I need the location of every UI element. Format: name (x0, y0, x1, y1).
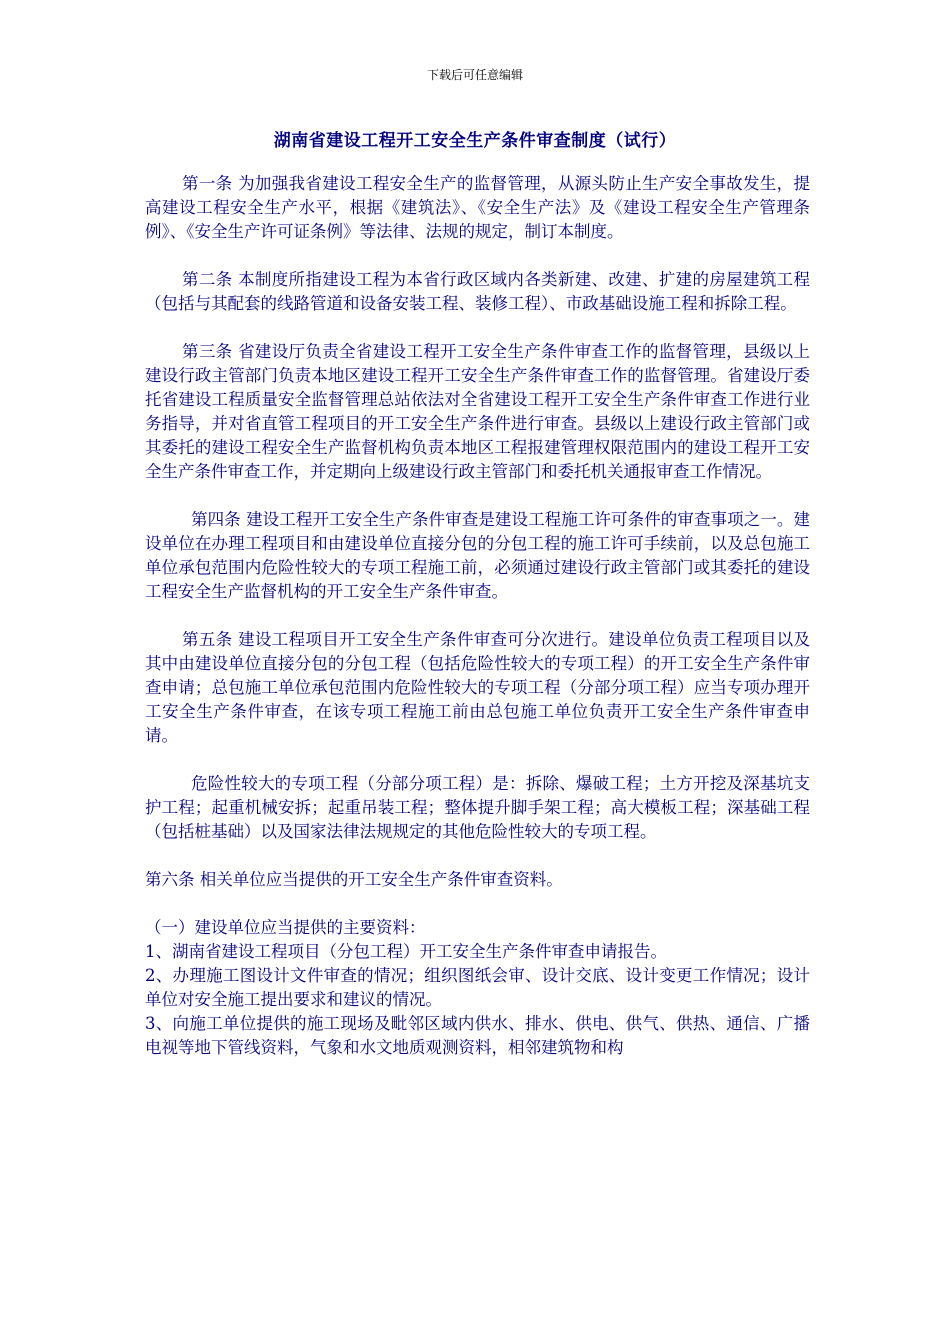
list-item: 1、湖南省建设工程项目（分包工程）开工安全生产条件审查申请报告。 (145, 942, 667, 961)
article-6: 第六条 相关单位应当提供的开工安全生产条件审查资料。 (145, 870, 563, 889)
dangerous-works-paragraph: 危险性较大的专项工程（分部分项工程）是：拆除、爆破工程；土方开挖及深基坑支护工程；起重机械安拆；起重吊装工程；整体提升脚手架工程；高大模板工程；深基础工程（包括桩基础）以及国家法律法规规定的其他危险性较大的专项工程。 (145, 774, 810, 841)
article-1: 第一条 为加强我省建设工程安全生产的监督管理，从源头防止生产安全事故发生，提高建设工程安全生产水平，根据《建筑法》、《安全生产法》及《建设工程安全生产管理条例》、《安全生产许可证条例》等法律、法规的规定，制订本制度。 (145, 174, 810, 241)
list-heading: （一）建设单位应当提供的主要资料： (145, 918, 426, 937)
document-body (145, 172, 810, 1060)
article-3: 第三条 省建设厅负责全省建设工程开工安全生产条件审查工作的监督管理，县级以上建设行政主管部门负责本地区建设工程开工安全生产条件审查工作的监督管理。省建设厅委托省建设工程质量安全监督管理总站依法对全省建设工程开工安全生产条件审查工作进行业务指导，并对省直管工程项目的开工安全生产条件进行审查。县级以上建设行政主管部门或其委托的建设工程安全生产监督机构负责本地区工程报建管理权限范围内的建设工程开工安全生产条件审查工作，并定期向上级建设行政主管部门和委托机关通报审查工作情况。 (145, 342, 810, 481)
article-2: 第二条 本制度所指建设工程为本省行政区域内各类新建、改建、扩建的房屋建筑工程（包括与其配套的线路管道和设备安装工程、装修工程）、市政基础设施工程和拆除工程。 (145, 270, 810, 313)
article-4: 第四条 建设工程开工安全生产条件审查是建设工程施工许可条件的审查事项之一。建设单位在办理工程项目和由建设单位直接分包的分包工程的施工许可手续前，以及总包施工单位承包范围内危险性较大的专项工程施工前，必须通过建设行政主管部门或其委托的建设工程安全生产监督机构的开工安全生产条件审查。 (145, 510, 810, 601)
article-5: 第五条 建设工程项目开工安全生产条件审查可分次进行。建设单位负责工程项目以及其中由建设单位直接分包的分包工程（包括危险性较大的专项工程）的开工安全生产条件审查申请；总包施工单位承包范围内危险性较大的专项工程（分部分项工程）应当专项办理开工安全生产条件审查，在该专项工程施工前由总包施工单位负责开工安全生产条件审查申请。 (145, 630, 810, 745)
list-item: 3、向施工单位提供的施工现场及毗邻区域内供水、排水、供电、供气、供热、通信、广播电视等地下管线资料，气象和水文地质观测资料，相邻建筑物和构 (145, 1014, 810, 1057)
page-header-note: 下载后可任意编辑 (426, 68, 523, 82)
list-item: 2、办理施工图设计文件审查的情况；组织图纸会审、设计交底、设计变更工作情况；设计单位对安全施工提出要求和建议的情况。 (145, 966, 810, 1009)
document-title: 湖南省建设工程开工安全生产条件审查制度（试行） (273, 131, 677, 151)
